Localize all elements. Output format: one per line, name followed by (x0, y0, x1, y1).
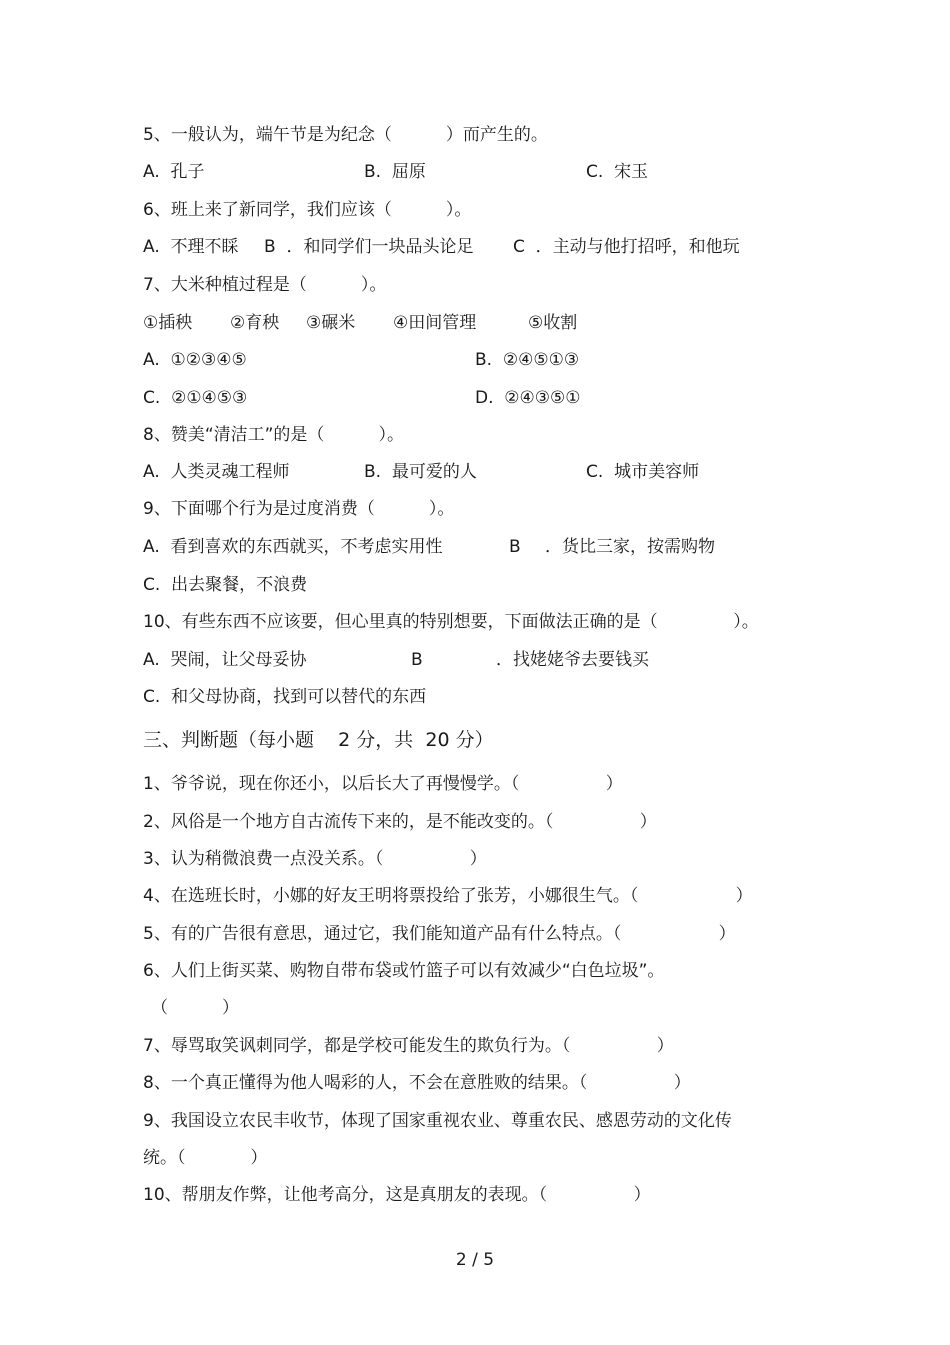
question-9 (0, 499, 455, 539)
judgement-item (0, 774, 623, 814)
option-c: C. 出去聚餐，不浪费 (143, 575, 308, 595)
judgement-item-continued (0, 998, 240, 1038)
judgement-4: 4、在选班长时，小娜的好友王明将票投给了张芳，小娜很生气。（ ） (143, 886, 753, 906)
judgement-item (0, 812, 657, 852)
option-b-text: ．找姥姥爷去要钱买 (496, 650, 649, 670)
question-stem: 7、大米种植过程是（ ）。 (143, 275, 387, 295)
judgement-item (0, 886, 753, 926)
option-d: D. ②④③⑤① (475, 388, 581, 408)
question-5 (0, 125, 548, 165)
judgement-item (0, 1185, 651, 1225)
judgement-item (0, 1111, 732, 1151)
option-b-letter: B (509, 537, 521, 557)
judgement-7: 7、辱骂取笑讽刺同学，都是学校可能发生的欺负行为。（ ） (143, 1036, 674, 1056)
option-b-letter: B (411, 650, 423, 670)
judgement-8: 8、一个真正懂得为他人喝彩的人，不会在意胜败的结果。（ ） (143, 1073, 691, 1093)
option-c: C. 宋玉 (586, 162, 649, 182)
judgement-3: 3、认为稍微浪费一点没关系。（ ） (143, 849, 487, 869)
option-c: C. 城市美容师 (586, 462, 700, 482)
step-5: ⑤收割 (528, 313, 578, 333)
question-7 (0, 275, 387, 315)
judgement-item (0, 849, 487, 889)
option-c: C ．主动与他打招呼，和他玩 (513, 237, 740, 257)
question-10 (0, 612, 759, 652)
step-2: ②育秧 (230, 313, 280, 333)
option-c: C. 和父母协商，找到可以替代的东西 (143, 687, 427, 707)
judgement-item (0, 1073, 691, 1113)
judgement-5: 5、有的广告很有意思，通过它，我们能知道产品有什么特点。（ ） (143, 924, 736, 944)
judgement-item (0, 924, 736, 964)
option-a: A. 哭闹，让父母妥协 (143, 650, 307, 670)
judgement-10: 10、帮朋友作弊，让他考高分，这是真朋友的表现。（ ） (143, 1185, 651, 1205)
question-stem: 6、班上来了新同学，我们应该（ ）。 (143, 200, 472, 220)
option-b-text: ．货比三家，按需购物 (545, 537, 715, 557)
option-a: A. 人类灵魂工程师 (143, 462, 290, 482)
question-10-option-c-row (0, 687, 427, 727)
option-b: B ．和同学们一块品头论足 (264, 237, 474, 257)
question-stem: 10、有些东西不应该要，但心里真的特别想要，下面做法正确的是（ ）。 (143, 612, 759, 632)
option-c: C. ②①④⑤③ (143, 388, 248, 408)
question-8 (0, 425, 404, 465)
step-4: ④田间管理 (393, 313, 477, 333)
judgement-6: 6、人们上街买菜、购物自带布袋或竹篮子可以有效减少“白色垃圾”。 (143, 961, 665, 981)
judgement-1: 1、爷爷说，现在你还小，以后长大了再慢慢学。（ ） (143, 774, 623, 794)
option-a: A. ①②③④⑤ (143, 350, 247, 370)
question-9-option-c-row (0, 575, 308, 615)
option-b: B. 最可爱的人 (364, 462, 477, 482)
question-stem: 9、下面哪个行为是过度消费（ ）。 (143, 499, 455, 519)
section-3-title: 三、判断题（每小题 2 分，共 20 分） (143, 729, 494, 751)
step-1: ①插秧 (143, 313, 193, 333)
option-b: B. 屈原 (364, 162, 426, 182)
judgement-item (0, 1036, 674, 1076)
step-3: ③碾米 (306, 313, 356, 333)
option-b: B. ②④⑤①③ (475, 350, 580, 370)
judgement-9: 9、我国设立农民丰收节，体现了国家重视农业、尊重农民、感恩劳动的文化传 (143, 1111, 732, 1131)
judgement-item (0, 961, 665, 1001)
question-stem: 5、一般认为，端午节是为纪念（ ）而产生的。 (143, 125, 548, 145)
judgement-6-blank: （ ） (151, 998, 240, 1018)
judgement-9-end: 统。（ ） (143, 1148, 268, 1168)
section-title (0, 729, 494, 773)
question-stem: 8、赞美“清洁工”的是（ ）。 (143, 425, 404, 445)
judgement-2: 2、风俗是一个地方自古流传下来的，是不能改变的。（ ） (143, 812, 657, 832)
page-number: 2 / 5 (455, 1250, 495, 1270)
option-a: A. 不理不睬 (143, 237, 239, 257)
question-6 (0, 200, 472, 240)
judgement-item-continued (0, 1148, 268, 1188)
option-a: A. 孔子 (143, 162, 205, 182)
option-a: A. 看到喜欢的东西就买，不考虑实用性 (143, 537, 443, 557)
